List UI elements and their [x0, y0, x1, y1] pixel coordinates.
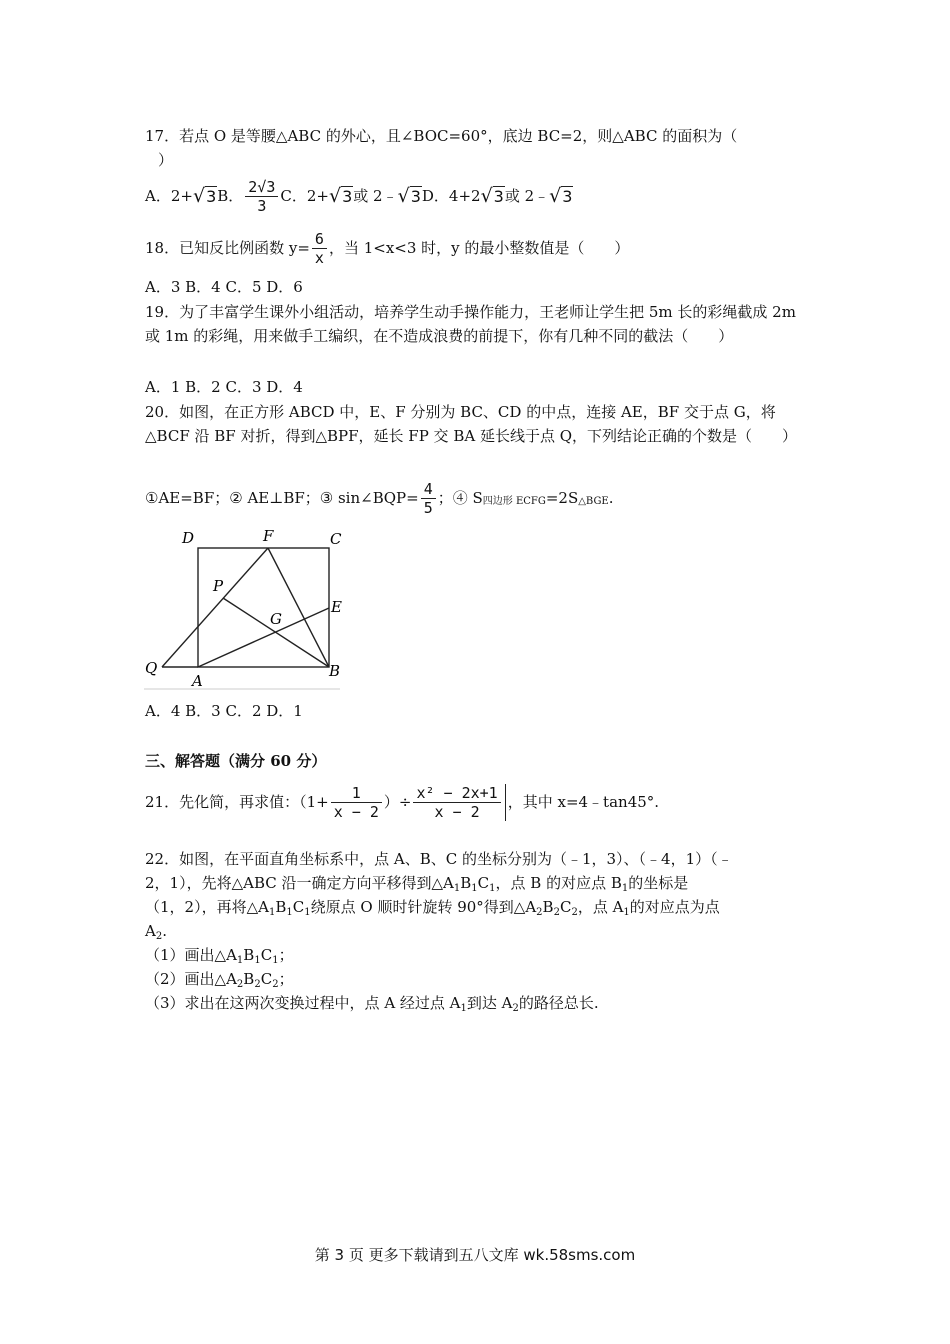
- label-g: G: [270, 610, 282, 628]
- sqrt-3: √3: [192, 184, 217, 207]
- label-a: A: [192, 672, 203, 690]
- q19-options: A．1 B．2 C．3 D．4: [145, 378, 303, 396]
- q22-line3: （1，2），再将$\triangle A_1B_1C_1$绕原点 O 顺时针旋转 90°得到$\triangle A_2B_2C_2$，点 $A_1$的对应点为点: [145, 898, 720, 918]
- q20-stem: 20．如图，在正方形 ABCD 中，E、F 分别为 BC、CD 的中点，连接 AE，BF 交于点 G，将△BCF 沿 BF 对折，得到△BPF，延长 FP 交 BA 延长线于点 Q，下列结论正确的个数是（ ）: [145, 403, 798, 445]
- label-q: Q: [145, 659, 158, 677]
- q22-line2: 2，1），先将△ABC 沿一确定方向平移得到$\triangle A_1B_1C_1$，点 B 的对应点 $B_1$的坐标是: [145, 874, 689, 894]
- sqrt-3: √3: [328, 184, 353, 207]
- q21-fraction-2: $\frac{\text{x² − 2x+1}}{x - 2}$: [413, 784, 505, 821]
- square-figure: [140, 528, 345, 693]
- label-f: F: [263, 528, 274, 545]
- q20-fraction: $\frac{4}{5}$: [421, 480, 436, 517]
- q18-fraction: $\frac{6}{x}$: [312, 230, 327, 267]
- q17-options: A．2+ √3 B． $\frac{2√3}{3}$ C．2+ √3 或 2﹣ √3 D．4+2 √3 或 2﹣ √3: [145, 177, 573, 215]
- q19-stem: 19．为了丰富学生课外小组活动，培养学生动手操作能力，王老师让学生把 5m 长的彩绳截成 2m 或 1m 的彩绳，用来做手工编织，在不造成浪费的前提下，你有几种不同的截法（ ）: [145, 303, 796, 345]
- q20-conclusions: ①AE=BF；② AE⊥BF；③ sin∠BQP= $\frac{4}{5}$ ；④ S 四边形 ECFG =2S △BGE .: [145, 479, 614, 517]
- sqrt-3: √3: [480, 184, 504, 207]
- q17-fraction: $\frac{2√3}{3}$: [245, 178, 278, 215]
- q17-stem-end: ）: [158, 151, 174, 169]
- q18-options: A．3 B．4 C．5 D．6: [145, 278, 303, 296]
- label-p: P: [213, 577, 224, 595]
- page-footer: 第 3 页 更多下载请到五八文库 wk.58sms.com: [314, 1246, 636, 1264]
- q22-part3: （3）求出在这两次变换过程中，点 A 经过点 $A_1$到达 $A_2$的路径总长.: [145, 994, 599, 1014]
- q18-stem: 18．已知反比例函数 y= $\frac{6}{x}$ ，当 1<x<3 时，y 的最小整数值是（ ）: [145, 229, 630, 267]
- label-d: D: [182, 529, 195, 547]
- label-c: C: [330, 530, 342, 548]
- line-pb: [223, 598, 329, 667]
- sqrt-3: √3: [549, 184, 573, 207]
- q21-stem: 21．先化简，再求值：（1+ $\frac{1}{x - 2}$ ）÷ $\frac{\text{x² − 2x+1}}{x - 2}$ ，其中 x=4﹣tan45°.: [145, 783, 660, 821]
- q17-stem: 17．若点 O 是等腰△ABC 的外心，且∠BOC=60°，底边 BC=2，则△ABC 的面积为（: [145, 127, 738, 145]
- square-abcd: [198, 548, 329, 667]
- label-b: B: [329, 662, 341, 680]
- label-e: E: [331, 598, 342, 616]
- line-qf: [162, 548, 268, 667]
- q22-line4: $A_2$.: [145, 922, 167, 942]
- q20-options: A．4 B．3 C．2 D．1: [145, 702, 303, 720]
- q21-fraction-1: $\frac{1}{x - 2}$: [331, 784, 382, 821]
- q22-part1: （1）画出$\triangle A_1B_1C_1$；: [145, 946, 294, 966]
- q22-part2: （2）画出$\triangle A_2B_2C_2$；: [145, 970, 294, 990]
- sqrt-3: √3: [397, 184, 421, 207]
- section-heading: 三、解答题（满分 60 分）: [145, 752, 327, 770]
- line-ae: [198, 608, 329, 667]
- q22-line1: 22．如图，在平面直角坐标系中，点 A、B、C 的坐标分别为（﹣1，3）、（﹣4，1）（﹣: [145, 850, 733, 868]
- line-fb: [268, 548, 329, 667]
